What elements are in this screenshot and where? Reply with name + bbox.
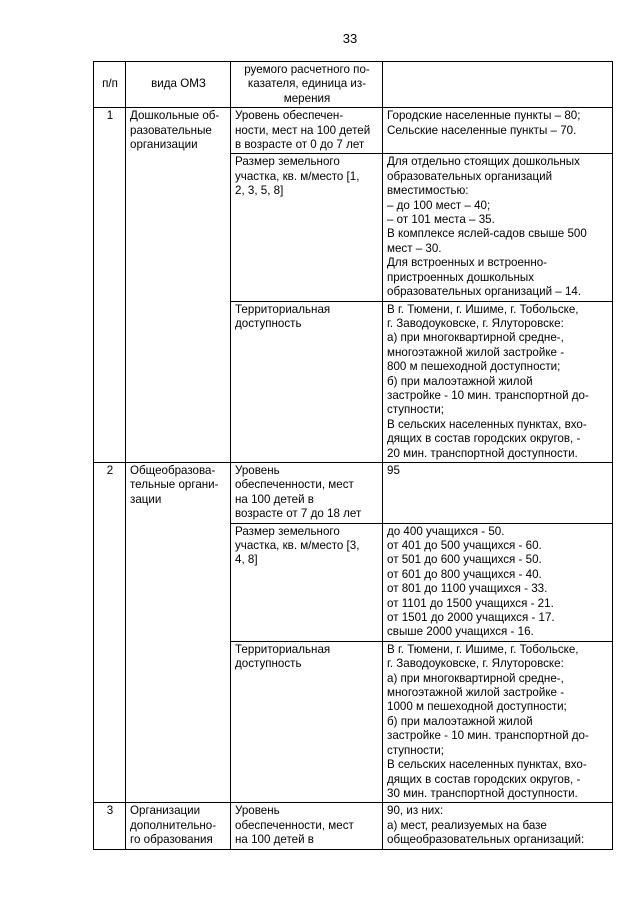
omz-type-line: зации [130,492,162,506]
omz-type-line: Организации [130,804,201,818]
table-row [94,803,613,849]
indicator-value-line: 30 мин. транспортной доступности. [387,786,578,800]
indicator-name-line: в возрасте от 0 до 7 лет [235,138,365,152]
indicator-value-line: многоэтажной жилой застройке - [387,345,565,359]
omz-type-line: го образования [130,833,213,847]
indicator-name-line: 4, 8] [235,553,258,567]
indicator-name-line: на 100 детей в [235,833,314,847]
row-number: 2 [94,462,126,802]
indicator-value-line: Для отдельно стоящих дошкольных [387,155,580,169]
indicator-name [231,523,383,641]
indicator-name-line: возрасте от 7 до 18 лет [235,507,362,521]
indicator-value [383,523,613,641]
indicator-value-line: от 601 до 800 учащихся - 40. [387,567,542,581]
omz-type [126,803,231,849]
indicator-value-line: 1000 м пешеходной доступности; [387,700,567,714]
standards-table [93,61,613,850]
indicator-value [383,108,613,154]
indicator-value-line: до 400 учащихся - 50. [387,524,505,538]
row-number: 3 [94,803,126,849]
indicator-name [231,803,383,849]
indicator-value-line: б) при малоэтажной жилой [387,374,533,388]
omz-type [126,462,231,802]
indicator-name [231,462,383,523]
indicator-value-line: дящих в состав городских округов, - [387,432,581,446]
row-number: 1 [94,108,126,463]
indicator-name-line: участка, кв. м/место [1, [235,169,360,183]
header-value [383,62,613,108]
page-number: 33 [342,31,358,46]
indicator-value-line: ступности; [387,403,444,417]
indicator-value-line: дящих в состав городских округов, - [387,772,581,786]
indicator-value-line: от 501 до 600 учащихся - 50. [387,553,542,567]
omz-type-line: Дошкольные об- [130,109,220,123]
indicator-name-line: Уровень [235,463,280,477]
indicator-name-line: Размер земельного [235,155,340,169]
indicator-name-line: на 100 детей в [235,492,314,506]
indicator-value-line: многоэтажной жилой застройке - [387,686,565,700]
indicator-value-line: застройке - 10 мин. транспортной до- [387,729,589,743]
indicator-value-line: В г. Тюмени, г. Ишиме, г. Тобольске, [387,302,579,316]
indicator-value-line: 95 [387,463,400,477]
indicator-name-line: доступность [235,316,302,330]
header-indicator-line: казателя, единица из- [247,77,367,91]
indicator-value-line: застройке - 10 мин. транспортной до- [387,388,589,402]
header-num: п/п [94,62,126,108]
indicator-value-line: В сельских населенных пунктах, вхо- [387,417,587,431]
indicator-value-line: от 1101 до 1500 учащихся - 21. [387,596,554,610]
header-indicator [231,62,383,108]
indicator-value-line: от 801 до 1100 учащихся - 33. [387,582,548,596]
indicator-value-line: мест – 30. [387,241,442,255]
omz-type [126,108,231,463]
indicator-value-line: свыше 2000 учащихся - 16. [387,625,534,639]
indicator-value-line: – до 100 мест – 40; [387,198,491,212]
indicator-value-line: вместимостью: [387,184,469,198]
header-indicator-line: мерения [283,91,331,105]
indicator-value-line: Городские населенные пункты – 80; [387,109,581,123]
header-indicator-line: руемого расчетного по- [244,63,370,76]
indicator-name-line: Размер земельного [235,524,340,538]
indicator-value-line: образовательных организаций – 14. [387,285,582,299]
indicator-value-line: ступности; [387,743,444,757]
indicator-value-line: общеобразовательных организаций: [387,833,585,847]
indicator-value-line: Сельские населенные пункты – 70. [387,123,577,137]
indicator-value-line: 800 м пешеходной доступности; [387,360,561,374]
indicator-value-line: пристроенных дошкольных [387,270,535,284]
indicator-value-line: от 401 до 500 учащихся - 60. [387,539,542,552]
indicator-value-line: В комплексе яслей-садов свыше 500 [387,227,587,241]
omz-type-line: разовательные [130,123,212,137]
indicator-value-line: В сельских населенных пунктах, вхо- [387,758,587,772]
indicator-name-line: доступность [235,657,302,671]
indicator-value-line: г. Заводоуковске, г. Ялуторовске: [387,316,564,330]
table-header-row [94,62,613,108]
omz-type-line: дополнительно- [130,818,217,832]
indicator-value-line: а) при многоквартирной средне-, [387,331,564,345]
indicator-name-line: ности, мест на 100 детей [235,123,371,137]
header-type: вида ОМЗ [126,62,231,108]
indicator-value-line: образовательных организаций [387,169,553,183]
indicator-name [231,108,383,154]
indicator-name-line: обеспеченности, мест [235,478,354,492]
indicator-value-line: – от 101 места – 35. [387,213,495,227]
indicator-name [231,301,383,462]
indicator-name-line: обеспеченности, мест [235,818,354,832]
indicator-value [383,803,613,849]
indicator-value-line: Для встроенных и встроенно- [387,256,548,270]
indicator-name-line: Уровень [235,804,280,818]
indicator-name-line: Уровень обеспечен- [235,109,344,123]
omz-type-line: Общеобразова- [130,463,216,477]
indicator-name-line: 2, 3, 5, 8] [235,184,284,198]
indicator-name [231,641,383,802]
omz-type-line: тельные органи- [130,478,219,492]
indicator-value [383,154,613,301]
indicator-name-line: Территориальная [235,302,331,316]
table-row [94,462,613,523]
indicator-value-line: от 1501 до 2000 учащихся - 17. [387,611,555,625]
indicator-value [383,641,613,802]
indicator-value-line: б) при малоэтажной жилой [387,714,533,728]
indicator-value [383,462,613,523]
indicator-value [383,301,613,462]
table-row [94,108,613,154]
indicator-value-line: В г. Тюмени, г. Ишиме, г. Тобольске, [387,642,579,656]
indicator-name [231,154,383,301]
omz-type-line: организации [130,138,198,152]
indicator-value-line: 20 мин. транспортной доступности. [387,446,578,460]
indicator-name-line: Территориальная [235,642,331,656]
indicator-value-line: а) мест, реализуемых на базе [387,818,547,832]
indicator-value-line: 90, из них: [387,804,444,818]
indicator-value-line: а) при многоквартирной средне-, [387,671,564,685]
indicator-name-line: участка, кв. м/место [3, [235,539,360,552]
indicator-value-line: г. Заводоуковске, г. Ялуторовске: [387,657,564,671]
